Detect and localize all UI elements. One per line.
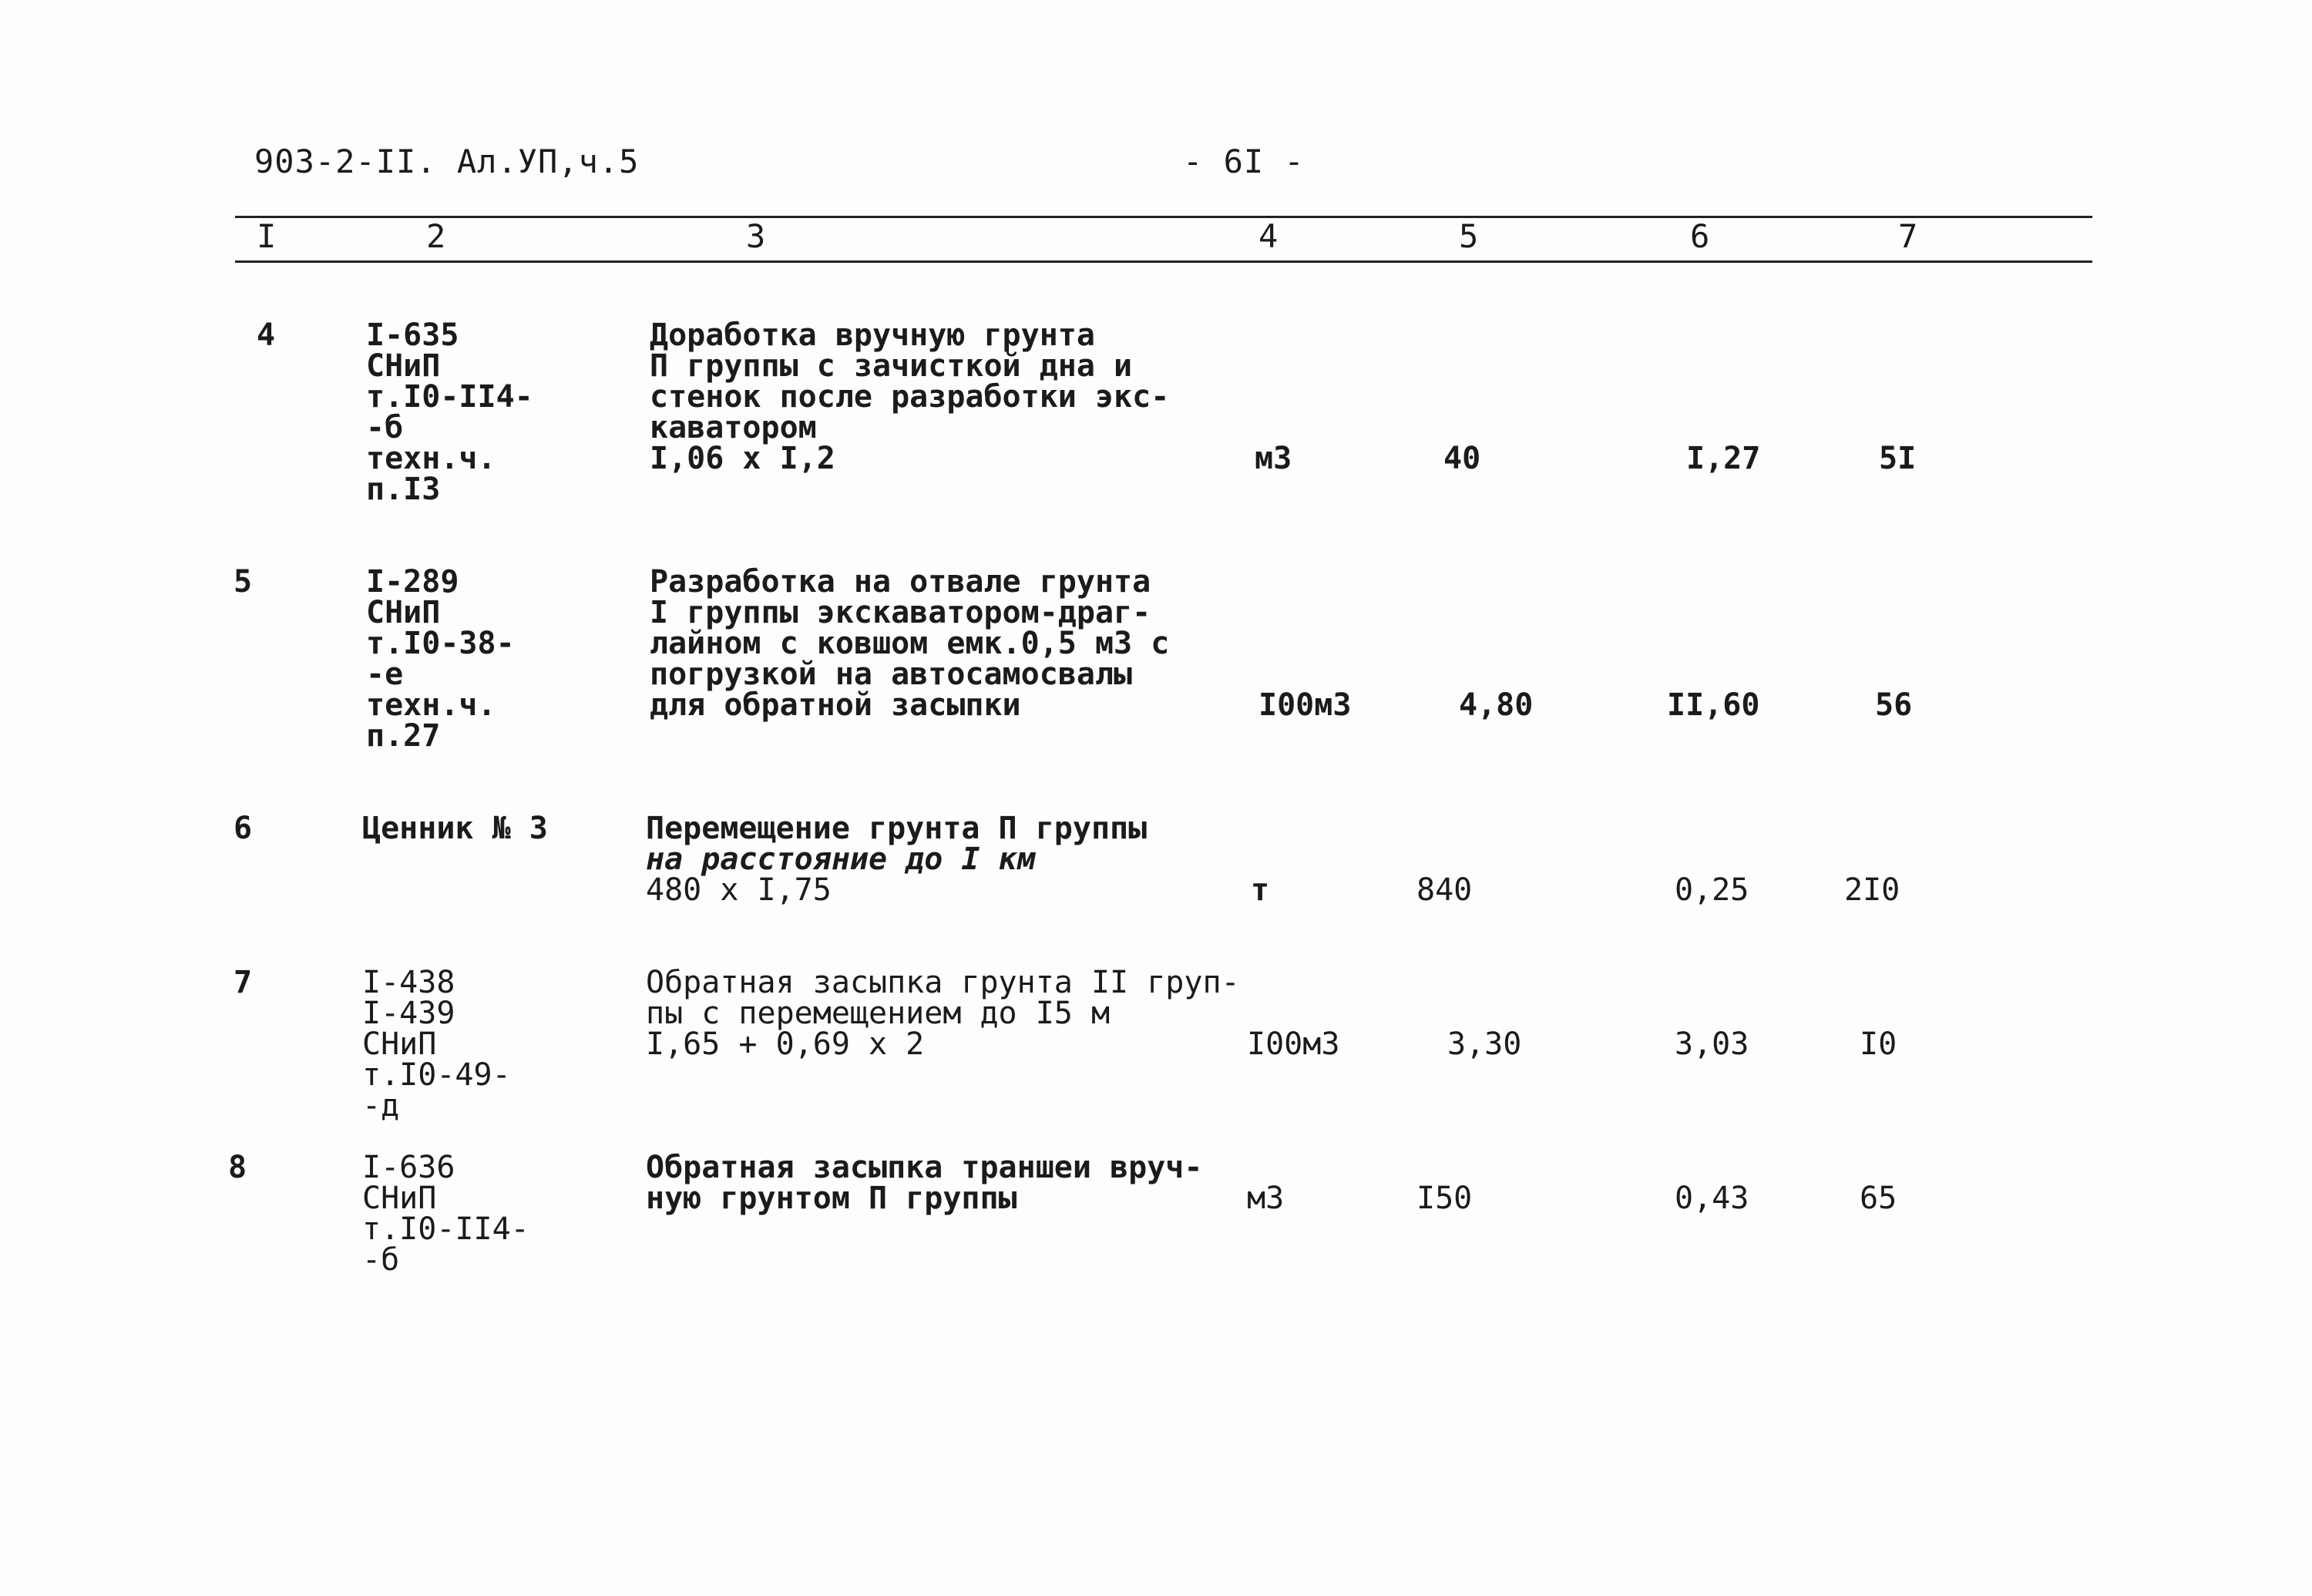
reference-line: т.I0-II4- xyxy=(366,379,533,415)
reference-line: т.I0-38- xyxy=(366,626,515,661)
row-number: 5 xyxy=(234,564,253,600)
description-cell xyxy=(646,965,1240,1062)
reference-line: СНиП xyxy=(366,595,441,630)
description-line: Доработка вручную грунта xyxy=(650,318,1095,353)
reference-cell xyxy=(366,320,533,505)
description-line: I,65 + 0,69 х 2 xyxy=(646,1026,925,1062)
column-number-4: 4 xyxy=(1258,217,1279,255)
unit-cell: м3 xyxy=(1255,441,1292,476)
quantity-cell: I50 xyxy=(1416,1181,1473,1216)
description-line: Обратная засыпка грунта II груп- xyxy=(646,965,1240,1000)
description-cell xyxy=(646,813,1232,906)
unit-cell: м3 xyxy=(1247,1181,1285,1216)
description-line: 480 х I,75 xyxy=(646,872,832,908)
description-line: I группы экскаватором-драг- xyxy=(650,595,1151,630)
description-cell xyxy=(650,320,1235,474)
description-cell xyxy=(650,566,1235,721)
reference-line: п.I3 xyxy=(366,472,441,507)
column-number-3: 3 xyxy=(746,217,766,255)
reference-line: техн.ч. xyxy=(366,441,496,476)
reference-line: I-635 xyxy=(366,318,459,353)
document-code: 903-2-II. Ал.УП,ч.5 xyxy=(254,143,640,180)
total-cell: 65 xyxy=(1860,1181,1897,1216)
reference-line: СНиП xyxy=(362,1181,437,1216)
price-cell: II,60 xyxy=(1667,687,1760,723)
reference-line: т.I0-49- xyxy=(362,1057,511,1093)
reference-line: -д xyxy=(362,1088,400,1124)
reference-line: I-289 xyxy=(366,564,459,600)
description-line: на расстояние до I км xyxy=(646,842,1036,877)
reference-line: Ценник № 3 xyxy=(362,811,548,846)
total-cell: 2I0 xyxy=(1844,872,1900,908)
unit-cell: т xyxy=(1251,872,1270,908)
row-number: 7 xyxy=(234,965,253,1000)
column-number-5: 5 xyxy=(1459,217,1479,255)
description-line: каватором xyxy=(650,410,817,445)
reference-cell xyxy=(362,813,548,844)
description-line: лайном с ковшом емк.0,5 м3 с xyxy=(650,626,1170,661)
description-line: I,06 х I,2 xyxy=(650,441,835,476)
column-number-6: 6 xyxy=(1690,217,1710,255)
header-rule xyxy=(235,260,2092,263)
price-cell: I,27 xyxy=(1686,441,1761,476)
description-line: стенок после разработки экс- xyxy=(650,379,1170,415)
reference-cell xyxy=(362,965,511,1124)
price-cell: 0,25 xyxy=(1675,872,1749,908)
description-line: Обратная засыпка траншеи вруч- xyxy=(646,1150,1203,1185)
total-cell: 56 xyxy=(1875,687,1913,723)
reference-cell xyxy=(362,1150,529,1278)
price-cell: 0,43 xyxy=(1675,1181,1749,1216)
page-number: - 6I - xyxy=(1183,143,1305,180)
description-line: Перемещение грунта П группы xyxy=(646,811,1148,846)
description-line: пы с перемещением до I5 м xyxy=(646,996,1111,1031)
top-rule xyxy=(235,216,2092,218)
unit-cell: I00м3 xyxy=(1258,687,1352,723)
quantity-cell: 40 xyxy=(1443,441,1481,476)
column-number-1: I xyxy=(257,217,277,255)
reference-line: -б xyxy=(366,410,404,445)
reference-line: СНиП xyxy=(366,348,441,384)
reference-line: п.27 xyxy=(366,718,441,754)
quantity-cell: 4,80 xyxy=(1459,687,1534,723)
reference-line: I-636 xyxy=(362,1150,455,1185)
row-number: 8 xyxy=(228,1150,247,1185)
reference-line: I-439 xyxy=(362,996,455,1031)
total-cell: I0 xyxy=(1860,1026,1897,1062)
description-line: ную грунтом П группы xyxy=(646,1181,1017,1216)
unit-cell: I00м3 xyxy=(1247,1026,1340,1062)
reference-line: -б xyxy=(362,1242,400,1278)
reference-line: т.I0-II4- xyxy=(362,1211,529,1247)
reference-cell xyxy=(366,564,515,754)
description-line: Разработка на отвале грунта xyxy=(650,564,1151,600)
row-number: 4 xyxy=(257,318,276,353)
description-line: П группы с зачисткой дна и xyxy=(650,348,1133,384)
reference-line: СНиП xyxy=(362,1026,437,1062)
column-number-2: 2 xyxy=(426,217,446,255)
column-number-7: 7 xyxy=(1898,217,1918,255)
reference-line: I-438 xyxy=(362,965,455,1000)
quantity-cell: 840 xyxy=(1416,872,1473,908)
description-cell xyxy=(646,1152,1232,1214)
description-line: для обратной засыпки xyxy=(650,687,1021,723)
total-cell: 5I xyxy=(1879,441,1917,476)
reference-line: техн.ч. xyxy=(366,687,496,723)
reference-line: -е xyxy=(366,657,404,692)
row-number: 6 xyxy=(234,811,253,846)
price-cell: 3,03 xyxy=(1675,1026,1749,1062)
quantity-cell: 3,30 xyxy=(1447,1026,1522,1062)
description-line: погрузкой на автосамосвалы xyxy=(650,657,1133,692)
